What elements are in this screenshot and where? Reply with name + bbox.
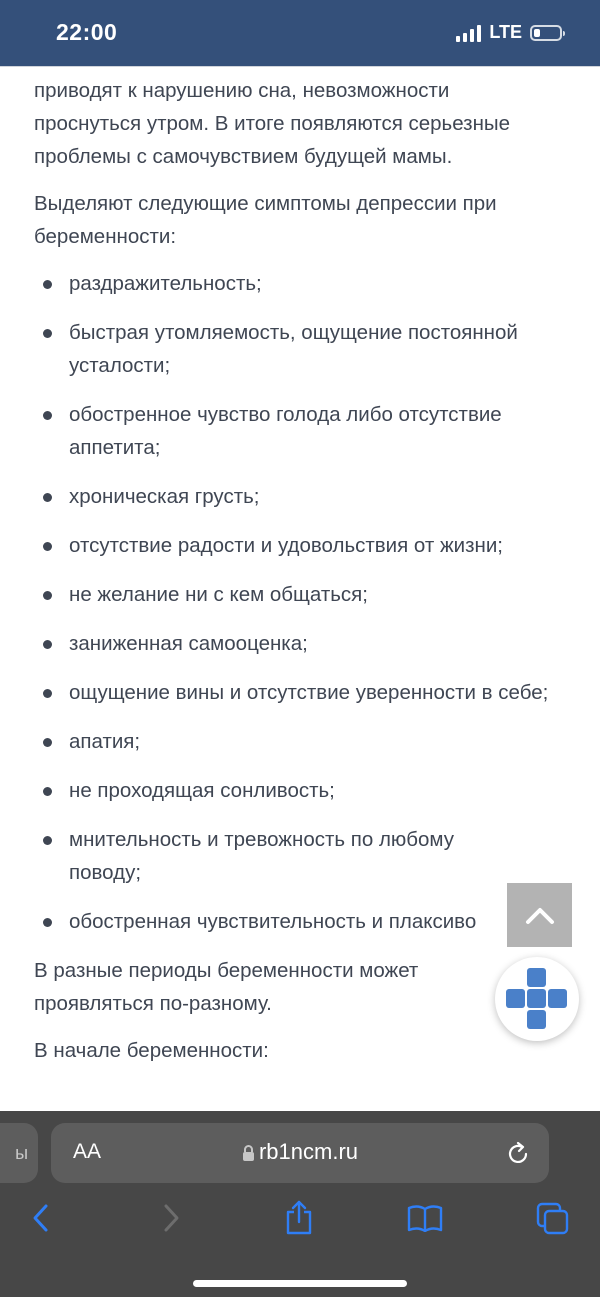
bullet-icon <box>43 329 52 338</box>
status-time: 22:00 <box>56 19 118 45</box>
bullet-icon <box>43 411 52 420</box>
status-indicators <box>456 22 562 43</box>
bullet-icon <box>43 918 52 927</box>
list-item <box>34 480 574 513</box>
list-item-text: не желание ни с кем общаться; <box>69 583 368 606</box>
intro-paragraph <box>34 74 574 173</box>
browser-bottom-bar <box>0 1111 600 1297</box>
list-item <box>34 316 574 382</box>
bullet-icon <box>43 640 52 649</box>
intro-line: приводят к нарушению сна, невозможности <box>34 79 450 102</box>
list-item-text: быстрая утомляемость, ощущение постоянной усталости; <box>69 321 518 377</box>
signal-icon <box>456 24 481 42</box>
intro-line: проснуться утром. В итоге появляются серьезные <box>34 112 511 135</box>
home-indicator[interactable] <box>193 1280 407 1287</box>
bullet-icon <box>43 689 52 698</box>
list-item-text: хроническая грусть; <box>69 485 260 508</box>
list-item-text: мнительность и тревожность по любому поводу; <box>69 828 454 884</box>
list-item <box>34 676 574 709</box>
list-item <box>34 627 574 660</box>
forward-icon[interactable] <box>160 1203 182 1233</box>
list-item-text: апатия; <box>69 730 141 753</box>
reload-icon[interactable] <box>507 1140 531 1166</box>
status-bar <box>0 0 600 66</box>
divider <box>0 66 600 67</box>
bullet-icon <box>43 542 52 551</box>
list-item-text: ощущение вины и отсутствие уверенности в себе; <box>69 681 549 704</box>
lock-icon <box>242 1144 255 1162</box>
list-item <box>34 398 574 464</box>
text-size-button[interactable]: AA <box>73 1140 102 1163</box>
list-item <box>34 578 574 611</box>
list-item <box>34 905 574 938</box>
list-item <box>34 823 574 889</box>
url-display[interactable] <box>51 1139 549 1165</box>
scroll-top-button[interactable] <box>507 883 572 947</box>
next-paragraph: В начале беременности: <box>34 1039 269 1062</box>
article-body <box>34 74 574 1081</box>
list-item <box>34 267 574 300</box>
network-label: LTE <box>489 22 522 42</box>
bullet-icon <box>43 738 52 747</box>
bullet-icon <box>43 493 52 502</box>
list-item-text: обостренное чувство голода либо отсутствие аппетита; <box>69 403 502 459</box>
bookmarks-icon[interactable] <box>407 1204 443 1232</box>
symptoms-list <box>34 267 574 938</box>
bullet-icon <box>43 836 52 845</box>
back-icon[interactable] <box>30 1203 52 1233</box>
list-item-text: заниженная самооценка; <box>69 632 308 655</box>
list-item <box>34 529 574 562</box>
list-item <box>34 774 574 807</box>
intro-line: проблемы с самочувствием будущей мамы. <box>34 145 453 168</box>
address-bar[interactable] <box>51 1123 549 1183</box>
battery-icon <box>530 25 562 41</box>
list-item-text: обостренная чувствительность и плаксиво <box>69 910 477 933</box>
list-item-text: отсутствие радости и удовольствия от жизни; <box>69 534 503 557</box>
url-text: rb1ncm.ru <box>258 1139 359 1164</box>
list-item <box>34 725 574 758</box>
lead-paragraph: Выделяют следующие симптомы депрессии при беременности: <box>34 192 497 248</box>
after-paragraph: В разные периоды беременности может проявляться по-разному. <box>34 959 419 1015</box>
previous-tab[interactable]: ы <box>0 1123 38 1183</box>
list-item-text: раздражительность; <box>69 272 262 295</box>
list-item-text: не проходящая сонливость; <box>69 779 335 802</box>
bullet-icon <box>43 787 52 796</box>
chevron-up-icon <box>525 905 555 925</box>
tabs-icon[interactable] <box>536 1202 570 1236</box>
bullet-icon <box>43 280 52 289</box>
bullet-icon <box>43 591 52 600</box>
floating-menu-button[interactable] <box>495 957 579 1041</box>
share-icon[interactable] <box>284 1199 314 1235</box>
